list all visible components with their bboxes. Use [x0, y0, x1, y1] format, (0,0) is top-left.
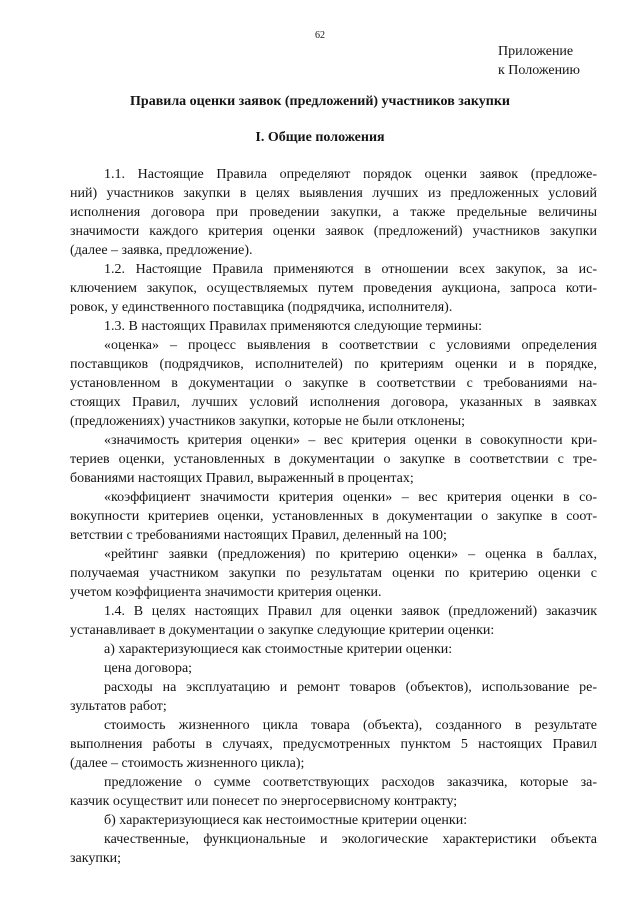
text-line: 1.2. Настоящие Правила применяются в отношении всех закупок, за ис- — [104, 262, 597, 277]
text-line: качественные, функциональные и экологические характеристики объекта — [104, 832, 597, 847]
text-line: а) характеризующиеся как стоимостные критерии оценки: — [104, 642, 453, 657]
text-line: получаемая участником закупки по результатам оценки по критерию оценки с — [70, 566, 597, 581]
appendix-line-1: Приложение — [498, 44, 574, 59]
text-line: выполнения работы в случаях, предусмотренных пунктом 5 настоящих Правил — [70, 737, 597, 752]
text-line: зультатов работ; — [70, 699, 167, 714]
text-line: (далее – стоимость жизненного цикла); — [70, 756, 305, 771]
appendix-line-2: к Положению — [498, 63, 581, 78]
text-line: значимости каждого критерия оценки заявок (предложений) участников закупки — [70, 224, 597, 239]
text-line: вокупности критериев оценки, установленных в документации о закупке в соот- — [70, 509, 597, 524]
text-line: установленном в документации о закупке в соответствии с требованиями на- — [70, 376, 597, 391]
document-title: Правила оценки заявок (предложений) участников закупки — [130, 94, 510, 109]
text-line: исполнения договора при проведении закупки, а также предельные величины — [70, 205, 597, 220]
text-line: «коэффициент значимости критерия оценки» – вес критерия оценки в со- — [104, 490, 597, 505]
text-line: 1.3. В настоящих Правилах применяются следующие термины: — [104, 319, 483, 334]
text-line: 1.4. В целях настоящих Правил для оценки заявок (предложений) заказчик — [104, 604, 597, 619]
text-line: поставщиков (подрядчиков, исполнителей) по критериям оценки и в порядке, — [70, 357, 597, 372]
text-line: териев оценки, установленных в документации о закупке в соответствии с тре- — [70, 452, 597, 467]
text-line: б) характеризующиеся как нестоимостные критерии оценки: — [104, 813, 468, 828]
text-line: «рейтинг заявки (предложения) по критерию оценки» – оценка в баллах, — [104, 547, 597, 562]
text-line: ключением закупок, осуществляемых путем проведения аукциона, запроса коти- — [70, 281, 597, 296]
document-body — [70, 165, 597, 868]
text-line: цена договора; — [104, 661, 193, 676]
text-line: учетом коэффициента значимости критерия оценки. — [70, 585, 382, 600]
text-line: ровок, у единственного поставщика (подрядчика, исполнителя). — [70, 300, 453, 315]
section-heading: I. Общие положения — [255, 130, 385, 145]
text-line: устанавливает в документации о закупке следующие критерии оценки: — [70, 623, 495, 638]
text-line: ветствии с требованиями настоящих Правил, деленный на 100; — [70, 528, 447, 543]
text-line: «значимость критерия оценки» – вес критерия оценки в совокупности кри- — [104, 433, 597, 448]
text-line: ний) участников закупки в целях выявления лучших из предложенных условий — [70, 186, 597, 201]
text-line: предложение о сумме соответствующих расходов заказчика, которые за- — [104, 775, 597, 790]
text-line: расходы на эксплуатацию и ремонт товаров (объектов), использование ре- — [104, 680, 597, 695]
page-number: 62 — [315, 30, 325, 41]
text-line: казчик осуществит или понесет по энергосервисному контракту; — [70, 794, 458, 809]
text-line: «оценка» – процесс выявления в соответствии с условиями определения — [104, 338, 597, 353]
text-line: стоящих Правил, лучших условий исполнения договора, указанных в заявках — [70, 395, 597, 410]
text-line: (предложениях) участников закупки, которые не были отклонены; — [70, 414, 466, 429]
text-line: (далее – заявка, предложение). — [70, 243, 253, 258]
text-line: закупки; — [70, 851, 122, 866]
text-line: 1.1. Настоящие Правила определяют порядок оценки заявок (предложе- — [104, 167, 597, 182]
text-line: стоимость жизненного цикла товара (объекта), созданного в результате — [104, 718, 597, 733]
text-line: бованиями настоящих Правил, выраженный в процентах; — [70, 471, 414, 486]
appendix-note — [498, 42, 580, 80]
